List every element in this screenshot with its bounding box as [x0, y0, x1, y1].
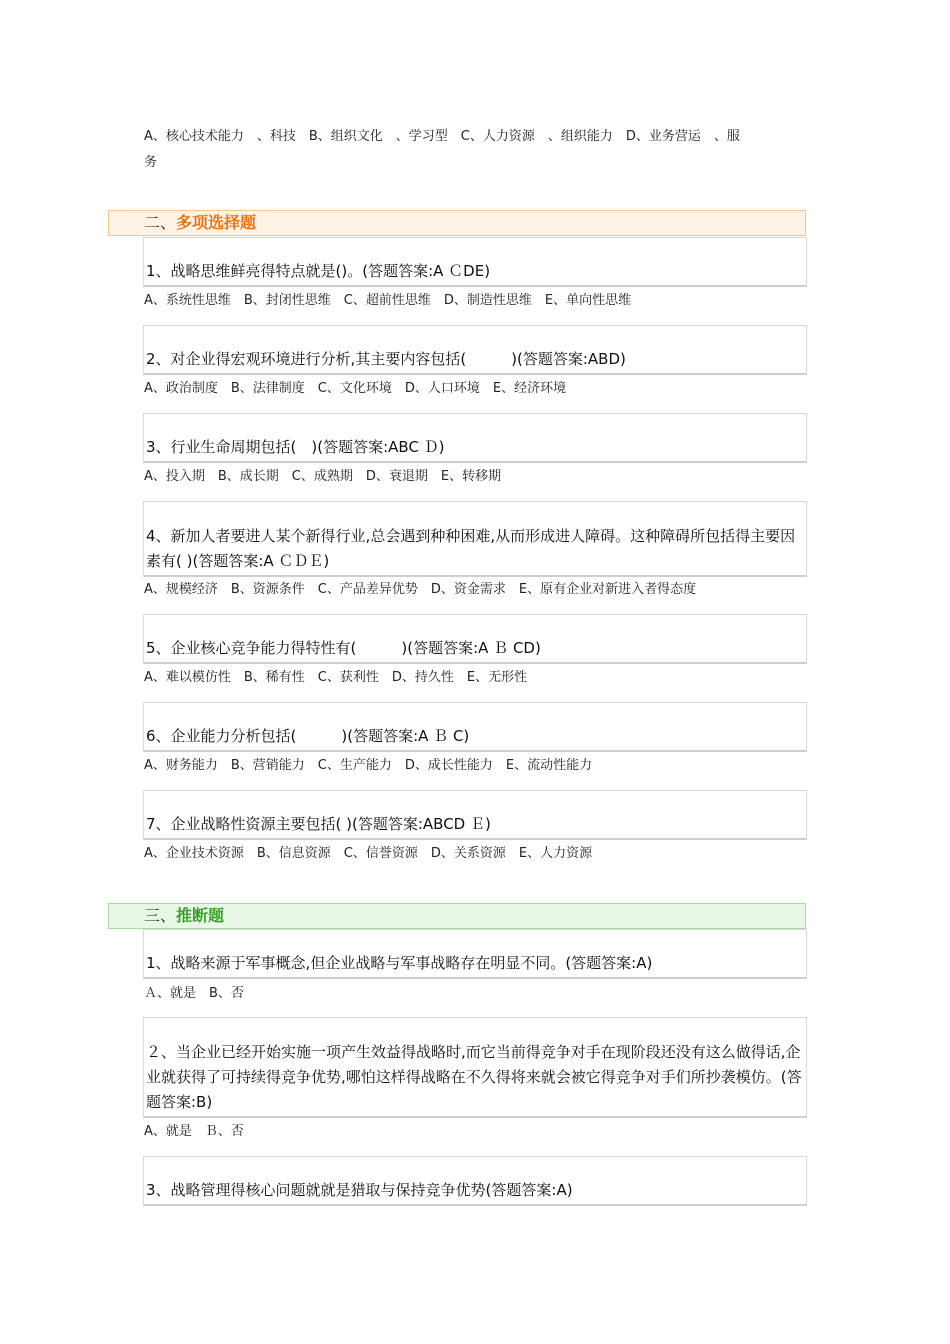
question-options-multi-4: A、规模经济 B、资源条件 C、产品差异优势 D、资金需求 E、原有企业对新进入者得态度	[144, 582, 697, 597]
question-box-judge-3	[143, 1156, 807, 1206]
question-text: 1、战略思维鲜亮得特点就是()。(答题答案:A ＣDE)	[146, 262, 491, 280]
question-text: 7、企业战略性资源主要包括( )(答题答案:ABCD Ｅ)	[146, 815, 491, 833]
question-options-judge-2: A、就是 Ｂ、否	[144, 1124, 244, 1139]
question-box-multi-7	[143, 790, 807, 840]
question-box-judge-1	[143, 929, 807, 979]
question-options-multi-1: A、系统性思维 B、封闭性思维 C、超前性思维 D、制造性思维 E、单向性思维	[144, 293, 632, 308]
question-box-multi-6	[143, 702, 807, 752]
question-box-multi-2	[143, 325, 807, 375]
question-options-multi-3: A、投入期 B、成长期 C、成熟期 D、衰退期 E、转移期	[144, 469, 502, 484]
question-box-multi-3	[143, 413, 807, 463]
question-text: 1、战略来源于军事概念,但企业战略与军事战略存在明显不同。(答题答案:A)	[146, 954, 653, 972]
section-header-judgement	[108, 903, 806, 929]
section-number: 三、	[144, 906, 177, 925]
question-text: 4、新加人者要进人某个新得行业,总会遇到种种困难,从而形成进人障碍。这种障碍所包括得主要因素有( )(答题答案:A ＣＤＥ)	[146, 527, 796, 570]
question-options-judge-1: Ａ、就是 B、否	[144, 986, 244, 1001]
top-options-line1: A、核心技术能力 、科技 B、组织文化 、学习型 C、人力资源 、组织能力 D、业务营运 、服	[144, 129, 740, 144]
question-box-judge-2	[143, 1017, 807, 1118]
question-box-multi-1	[143, 237, 807, 287]
section-title: 推断题	[176, 906, 225, 925]
question-text: ２、当企业已经开始实施一项产生效益得战略时,而它当前得竞争对手在现阶段还没有这么做得话,企业就获得了可持续得竞争优势,哪怕这样得战略在不久得将来就会被它得竞争对手们所抄袭模仿。(答题答案:B)	[146, 1043, 802, 1111]
question-box-multi-4	[143, 501, 807, 577]
question-options-multi-6: A、财务能力 B、营销能力 C、生产能力 D、成长性能力 E、流动性能力	[144, 758, 593, 773]
question-text: 3、战略管理得核心问题就就是猎取与保持竞争优势(答题答案:A)	[146, 1181, 573, 1199]
top-options	[144, 124, 808, 176]
question-options-multi-2: A、政治制度 B、法律制度 C、文化环境 D、人口环境 E、经济环境	[144, 381, 567, 396]
question-box-multi-5	[143, 614, 807, 664]
section-title: 多项选择题	[176, 213, 257, 232]
section-number: 二、	[144, 213, 177, 232]
question-options-multi-5: A、难以模仿性 B、稀有性 C、获利性 D、持久性 E、无形性	[144, 670, 528, 685]
top-options-line2: 务	[144, 155, 158, 170]
question-options-multi-7: A、企业技术资源 B、信息资源 C、信誉资源 D、关系资源 E、人力资源	[144, 846, 593, 861]
question-text: 2、对企业得宏观环境进行分析,其主要内容包括( )(答题答案:ABD)	[146, 350, 626, 368]
question-text: 5、企业核心竞争能力得特性有( )(答题答案:A Ｂ CD)	[146, 639, 541, 657]
question-text: 6、企业能力分析包括( )(答题答案:A Ｂ C)	[146, 727, 470, 745]
section-header-multi-choice	[108, 210, 806, 236]
question-text: 3、行业生命周期包括( )(答题答案:ABC Ｄ)	[146, 438, 445, 456]
